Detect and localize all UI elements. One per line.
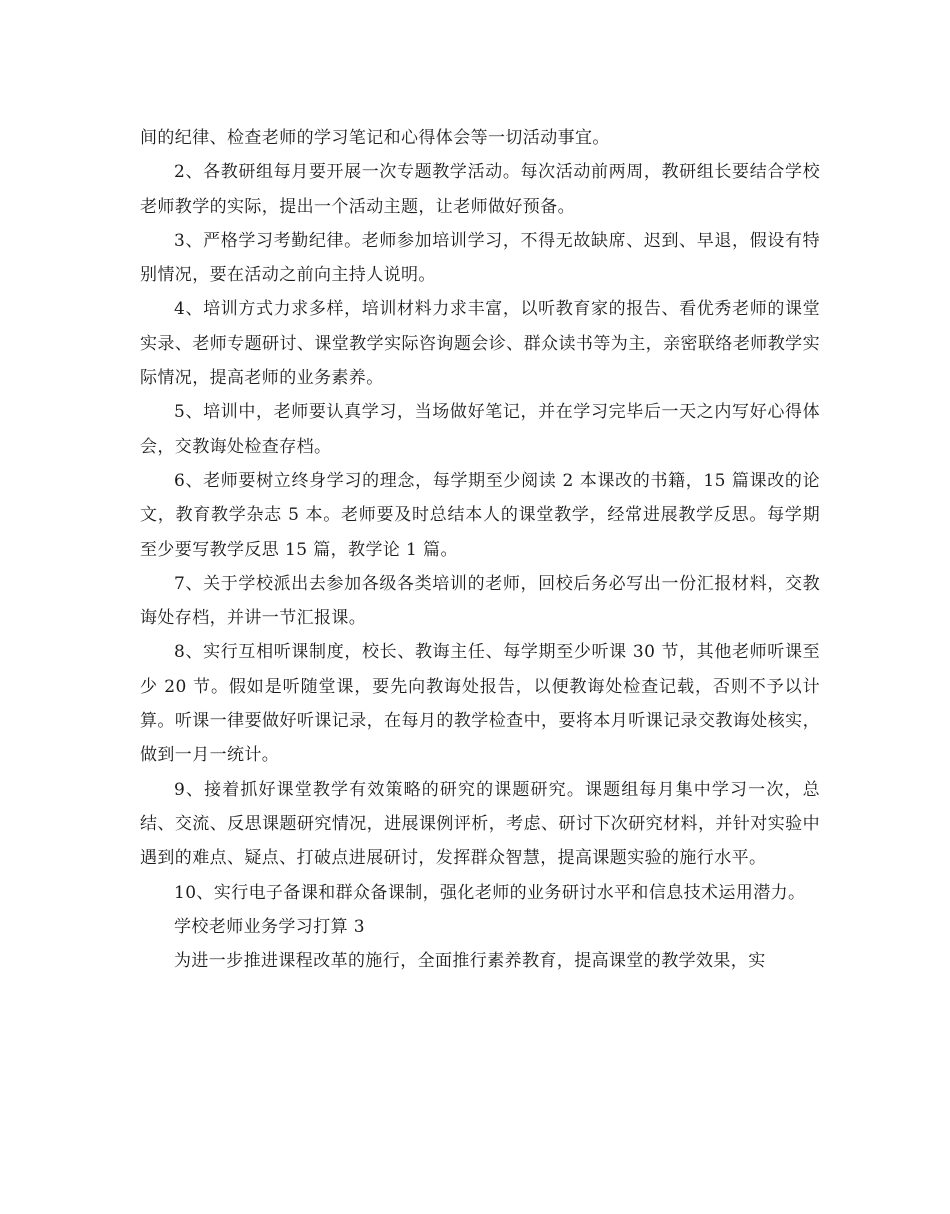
paragraph-item-10: 10、实行电子备课和群众备课制，强化老师的业务研讨水平和信息技术运用潜力。 [174,882,806,903]
paragraph-item-8: 8、实行互相听课制度，校长、教诲主任、每学期至少听课 30 节，其他老师听课至少 20 节。假如是听随堂课，要先向教诲处报告，以便教诲处检查记载，否则不予以计算。听课一律要做好听课记录，在每月的教学检查中，要将本月听课记录交教诲处核实，做到一月一统计。 [140,642,820,766]
paragraph-continuation: 间的纪律、检查老师的学习笔记和心得体会等一切活动事宜。 [140,128,610,148]
paragraph-intro: 为进一步推进课程改革的施行，全面推行素养教育，提高课堂的教学效果，实 [174,951,766,972]
paragraph-item-2: 2、各教研组每月要开展一次专题教学活动。每次活动前两周，教研组长要结合学校老师教学的实际，提出一个活动主题，让老师做好预备。 [140,162,820,217]
paragraph-item-4: 4、培训方式力求多样，培训材料力求丰富，以听教育家的报告、看优秀老师的课堂实录、老师专题研讨、课堂教学实际咨询题会诊、群众读书等为主，亲密联络老师教学实际情况，提高老师的业务素养。 [140,299,820,389]
paragraph-item-5: 5、培训中，老师要认真学习，当场做好笔记，并在学习完毕后一天之内写好心得体会，交教诲处检查存档。 [140,402,820,457]
paragraph-item-9: 9、接着抓好课堂教学有效策略的研究的课题研究。课题组每月集中学习一次，总结、交流、反思课题研究情况，进展课例评析，考虑、研讨下次研究材料，并针对实验中遇到的难点、疑点、打破点进展研讨，发挥群众智慧，提高课题实验的施行水平。 [140,779,820,869]
paragraph-item-7: 7、关于学校派出去参加各级各类培训的老师，回校后务必写出一份汇报材料，交教诲处存档，并讲一节汇报课。 [140,573,820,629]
document-body [140,121,820,978]
section-heading: 学校老师业务学习打算 3 [174,916,366,937]
paragraph-item-6: 6、老师要树立终身学习的理念，每学期至少阅读 2 本课改的书籍，15 篇课改的论文，教育教学杂志 5 本。老师要及时总结本人的课堂教学，经常进展教学反思。每学期至少要写教学反思 15 篇，教学论 1 篇。 [140,470,820,560]
paragraph-item-3: 3、严格学习考勤纪律。老师参加培训学习，不得无故缺席、迟到、早退，假设有特别情况，要在活动之前向主持人说明。 [140,230,820,286]
